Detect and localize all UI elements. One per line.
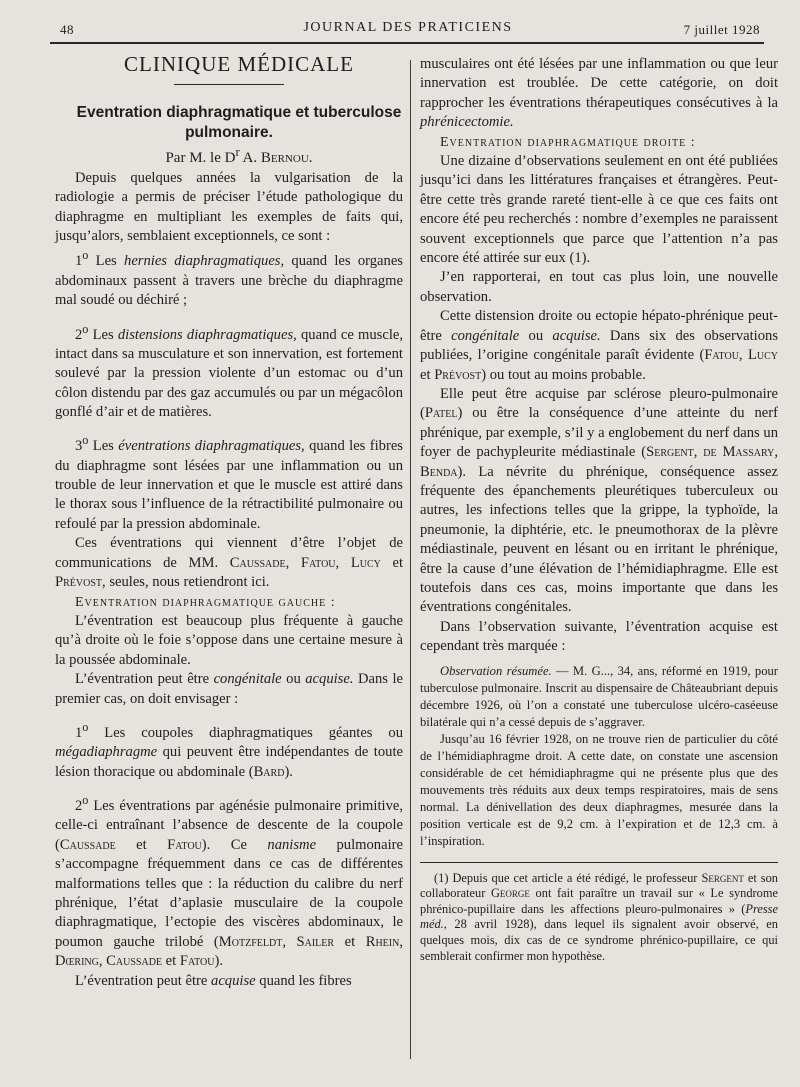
rubric-rule (174, 84, 284, 85)
item-distensions: 2$^o$ Les distensions diaphragmatiques, quand ce muscle, intact dans sa musculature et son innervation, est fortement soulevé par la pression violente d’un estomac ou d’un côlon distendu par des gaz accumulés ou par un mégacôlon gonflé d’air et de matières. (55, 321, 404, 420)
section-heading-droite: Eventration diaphragmatique droite : (440, 134, 696, 150)
paragraph-rapporterai: J’en rapporterai, en tout cas plus loin, une nouvelle observation. (420, 269, 778, 305)
footnote-text: (1) Depuis que cet article a été rédigé, le professeur Sergent et son collaborateur George ont fait paraître un travail sur « Le syndrome phrénico-pupillaire dans les affections pleuro-pulmonaires » (Presse méd., 28 avril 1928), dans lequel ils signalent avoir observé, en quelques mois, dix cas de ce syndrome phrénico-pupillaire, ce qui semblerait confirmer mon hypothèse. (420, 870, 778, 963)
item-hernies: 1$^o$ Les hernies diaphragmatiques, quand les organes abdominaux passent à travers une brèche du diaphragme mal soudé ou déchiré ; (55, 248, 403, 309)
paragraph-acquise: L’éventration peut être acquise quand les fibres (75, 972, 352, 989)
journal-title: JOURNAL DES PRATICIENS (303, 20, 513, 35)
observation-block (420, 663, 778, 850)
observation-detail: Jusqu’au 16 février 1928, on ne trouve rien de particulier du côté de l’hémidiaphragme droit. A cette date, on constate une ascension considérable de cet hémidiaphragme qui ne présente plus que des mouvements très réduits aux deux temps respiratoires, mais de sens normal. La dénivellation des deux diaphragmes, mesurée dans la position verticale est de 9,2 cm. à l’expiration et de 12,3 cm. à l’inspiration. (420, 731, 778, 848)
item-eventrations: 3$^o$ Les éventrations diaphragmatiques, quand les fibres du diaphragme sont lésées par une inflammation ou un trouble de leur innervation et que le muscle est attiré dans le thorax sous l’influence de la rétractibilité pulmonaire ou refoulé par la pression abdominale. (55, 433, 403, 532)
item-coupoles-geantes: 1$^o$ Les coupoles diaphragmatiques géantes ou mégadiaphragme qui peuvent être indépendantes de toute lésion thoracique ou abdominale (Bard). (55, 719, 403, 780)
paragraph-continuation: musculaires ont été lésées par une inflammation ou que leur innervation est troublée. De cette catégorie, on doit rapprocher les éventrations thérapeutiques consécutives à la phrénicectomie. (420, 56, 778, 131)
paragraph-frequence: L’éventration est beaucoup plus fréquente à gauche qu’à droite où le foie s’oppose dans une certaine mesure à la poussée abdominale. (55, 612, 403, 668)
header-rule (50, 42, 764, 44)
paragraph-congenitale: L’éventration peut être congénitale ou acquise. Dans le premier cas, on doit envisager : (55, 671, 403, 707)
page-number: 48 (60, 22, 74, 37)
column-rule (410, 60, 411, 1059)
paragraph-sclerose: Elle peut être acquise par sclérose pleuro-pulmonaire (Patel) ou être la conséquence d’une atteinte du nerf phrénique, par exemple, s’il y a englobement du nerf dans un foyer de pachypleurite médiastinale (Sergent, de Massary, Benda). La névrite du phrénique, conséquence assez fréquente des épanchements pleurétiques tuberculeux ou autres, les infections telles que la grippe, la typhoïde, la pneumonie, la diphtérie, etc. le pneumothorax de la plèvre médiastinale, peuvent en lésant ou en irritant le phrénique, être la cause d’une élévation de l’hémidiaphragme. Elle est toutefois dans ces cas, moins importante que dans les éventrations congénitales. (420, 385, 778, 616)
paragraph-dizaine: Une dizaine d’observations seulement en ont été publiées jusqu’ici dans les littératures françaises et étrangères. Peut-être cette très grande rareté tient-elle à ce que ces faits ont encore été peu recherchés : nombre d’exemples ne paraissent souvent exceptionnels que parce que l’attention n’a pas encore été attirée sur eux (1). (420, 153, 778, 267)
paragraph-observation-suivante: Dans l’observation suivante, l’éventration acquise est cependant très marquée : (420, 618, 778, 655)
observation-summary: Observation résumée. — M. G..., 34, ans, réformé en 1919, pour tuberculose pulmonaire. Inscrit au dispensaire de Châteaubriant depuis décembre 1926, où l’on a constaté une tuberculose ulcéro-caséeuse bilatérale qui n’a cessé depuis de s’aggraver. (420, 663, 778, 729)
section-rubric: CLINIQUE MÉDICALE (124, 52, 354, 76)
left-column (55, 52, 404, 991)
item-agenesie: 2$^o$ Les éventrations par agénésie pulmonaire primitive, celle-ci entraînant l’absence de descente de la coupole (Caussade et Fatou). Ce nanisme pulmonaire s’accompagne fréquemment dans ce cas de différentes malformations telles que : la réduction du calibre du nerf phrénique, l’état d’aplasie musculaire de la coupole diaphragmatique, l’ectopie des viscères abdominaux, le poumon gauche trilobé (Motzfeldt, Sailer et Rhein, Dœring, Caussade et Fatou). (55, 793, 403, 970)
footnote-rule (420, 862, 778, 863)
right-column (420, 55, 778, 964)
article-title: Eventration diaphragmatique et tuberculose pulmonaire. (76, 104, 402, 142)
issue-date: 7 juillet 1928 (683, 22, 760, 37)
intro-paragraph: Depuis quelques années la vulgarisation de la radiologie a permis de préciser l’étude pathologique du diaphragme en multipliant les exemples de faits qui, jusqu’alors, semblaient exceptionnels, ce sont : (55, 169, 403, 245)
running-header (48, 18, 768, 40)
byline: Par M. le $D^r$ A. Bernou. (165, 145, 313, 167)
paragraph-distension-droite: Cette distension droite ou ectopie hépato-phrénique peut-être congénitale ou acquise. Dans six des observations publiées, l’origine congénitale paraît évidente (Fatou, Lucy et Prévost) ou tout au moins probable. (420, 308, 778, 383)
section-heading-gauche: Eventration diaphragmatique gauche : (75, 594, 336, 610)
paragraph-communications: Ces éventrations qui viennent d’être l’objet de communications de MM. Caussade, Fatou, Lucy et Prévost, seules, nous retiendront ici. (55, 535, 404, 591)
footnote (420, 871, 778, 965)
